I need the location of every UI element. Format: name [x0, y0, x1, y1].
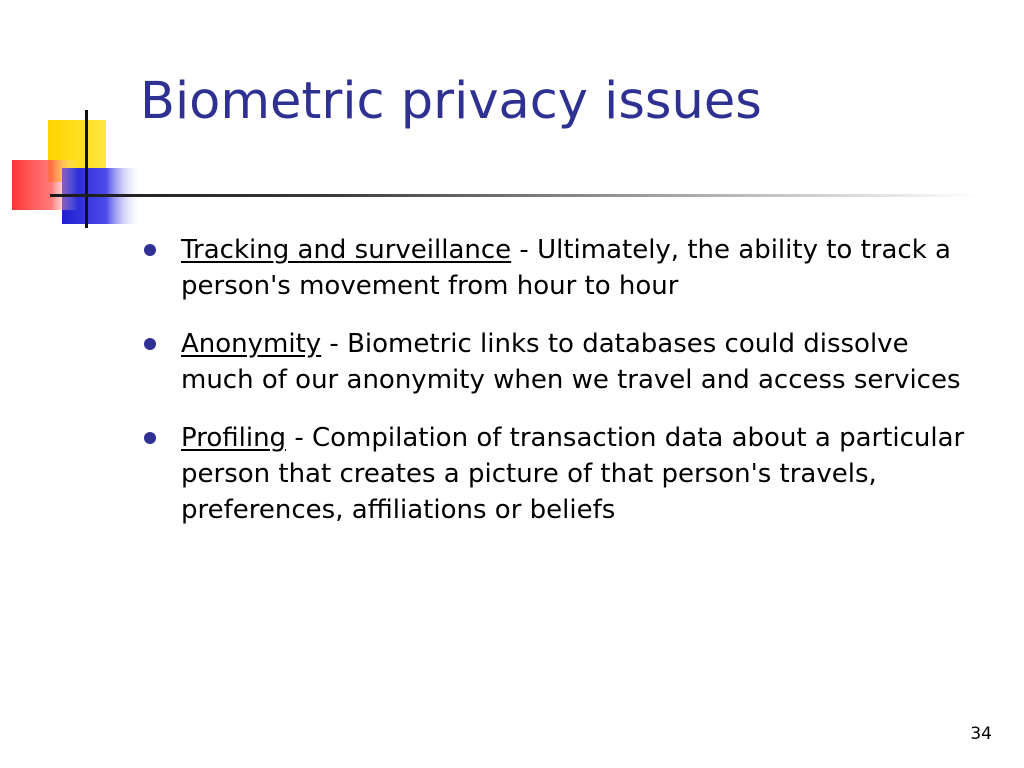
bullet-term: Anonymity [181, 329, 322, 359]
bullet-item-profiling [140, 420, 980, 528]
bullet-item-tracking [140, 232, 980, 304]
bullet-text: - Compilation of transaction data about a particular person that creates a picture of that person's travels, preferences, affiliations or beliefs [181, 423, 965, 525]
bullet-item-anonymity [140, 326, 980, 398]
bullet-term: Tracking and surveillance [181, 235, 512, 265]
red-block [12, 160, 78, 210]
bullet-term: Profiling [181, 423, 287, 453]
bullet-dot-icon [144, 432, 156, 444]
bullet-dot-icon [144, 338, 156, 350]
bullet-dot-icon [144, 244, 156, 256]
bullet-text: - Biometric links to databases could dissolve much of our anonymity when we travel and access services [181, 329, 961, 395]
page-number: 34 [970, 724, 992, 744]
corner-decoration-graphic [0, 0, 150, 240]
bullet-list [140, 232, 980, 550]
slide-title: Biometric privacy issues [140, 72, 762, 131]
bullet-text: - Ultimately, the ability to track a person's movement from hour to hour [181, 235, 951, 301]
vertical-line [85, 110, 88, 228]
title-divider [50, 194, 980, 197]
